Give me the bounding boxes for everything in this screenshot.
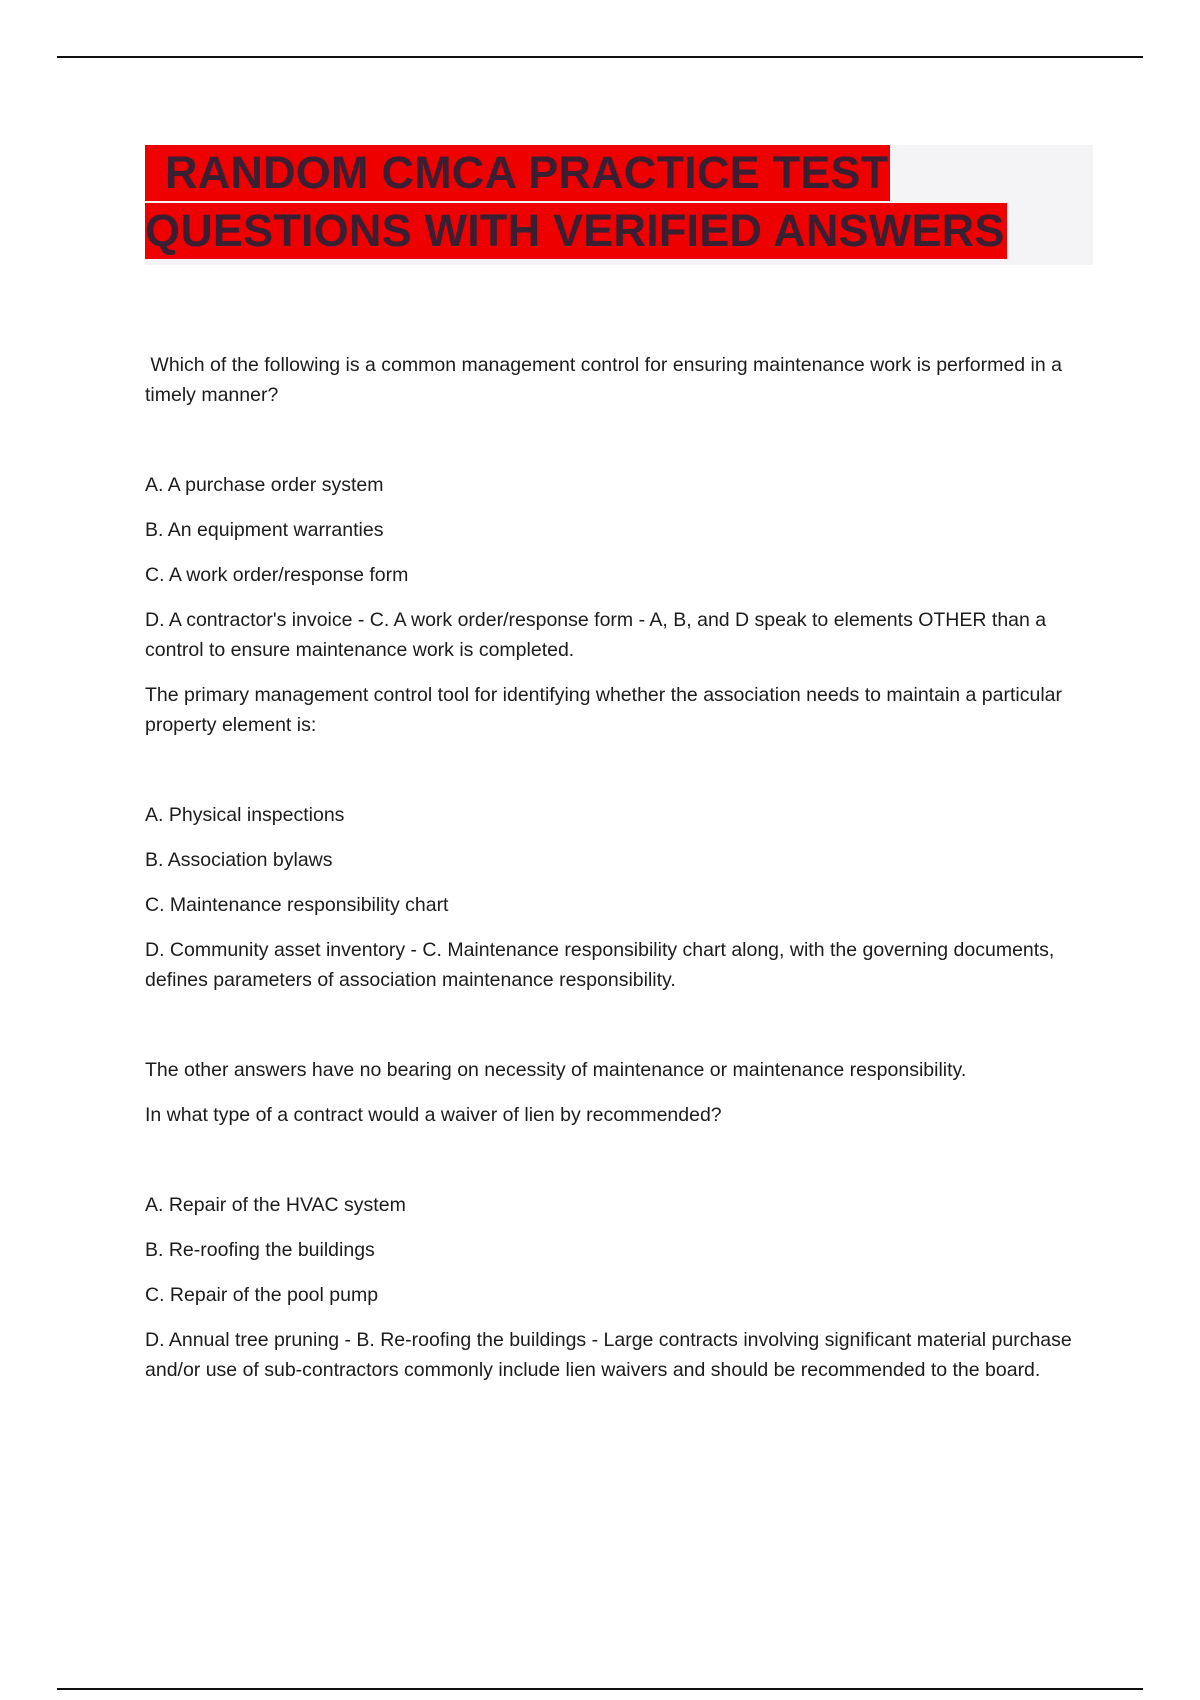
question-1-option-c: C. A work order/response form (145, 564, 409, 586)
top-rule (57, 56, 1143, 58)
title-line-2: QUESTIONS WITH VERIFIED ANSWERS (145, 203, 1007, 259)
question-3-option-d-answer: D. Annual tree pruning - B. Re-roofing the buildings - Large contracts involving significant material purchase and/or use of sub-contractors commonly include lien waivers and should be recommended to the board. (145, 1329, 1072, 1381)
question-3-option-b: B. Re-roofing the buildings (145, 1239, 375, 1261)
bottom-rule (57, 1688, 1143, 1690)
title-banner (145, 145, 1093, 265)
question-2-option-d-answer: D. Community asset inventory - C. Maintenance responsibility chart along, with the governing documents, defines parameters of association maintenance responsibility. (145, 939, 1055, 991)
question-2-option-c: C. Maintenance responsibility chart (145, 894, 449, 916)
title-line-1: RANDOM CMCA PRACTICE TEST (145, 145, 890, 201)
question-2-option-a: A. Physical inspections (145, 804, 345, 826)
question-3: In what type of a contract would a waiver of lien by recommended? (145, 1104, 722, 1126)
document-body (145, 350, 1080, 1400)
question-1-option-d-answer: D. A contractor's invoice - C. A work order/response form - A, B, and D speak to elements OTHER than a control to ensure maintenance work is completed. (145, 609, 1047, 661)
question-1-option-a: A. A purchase order system (145, 474, 384, 496)
question-1: Which of the following is a common management control for ensuring maintenance work is performed in a timely manner? (145, 354, 1062, 406)
question-2-option-b: B. Association bylaws (145, 849, 333, 871)
question-1-option-b: B. An equipment warranties (145, 519, 384, 541)
question-2: The primary management control tool for identifying whether the association needs to maintain a particular property element is: (145, 684, 1062, 736)
question-2-note: The other answers have no bearing on necessity of maintenance or maintenance responsibility. (145, 1059, 967, 1081)
question-3-option-a: A. Repair of the HVAC system (145, 1194, 406, 1216)
question-3-option-c: C. Repair of the pool pump (145, 1284, 379, 1306)
